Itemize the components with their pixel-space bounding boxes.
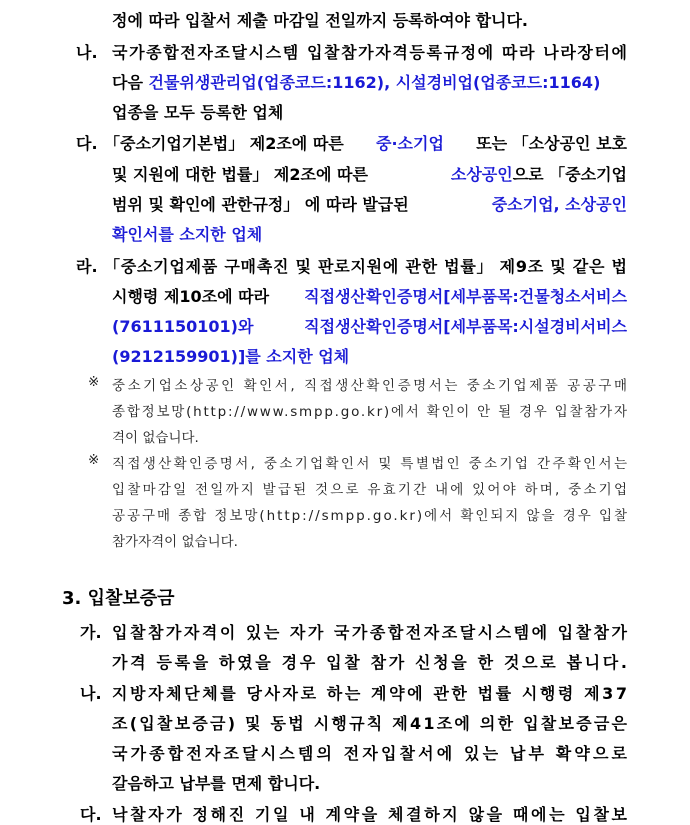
text-line: 조(입찰보증금) 및 동법 시행규칙 제41조에 의한 입찰보증금은 xyxy=(112,714,630,733)
text-span: 으로 「중소기업 xyxy=(512,165,627,184)
text-line xyxy=(112,284,627,307)
text-span: 및 지원에 대한 법률」 제2조에 따른 xyxy=(112,165,368,184)
note-line: 격이 없습니다. xyxy=(112,430,199,446)
text-line: 업종을 모두 등록한 업체 xyxy=(112,103,284,122)
emphasis-span: 소상공인 xyxy=(450,165,513,184)
emphasis-span: 중·소기업 xyxy=(376,134,444,153)
item-marker-ga: 가. xyxy=(80,623,102,642)
item-marker-na: 나. xyxy=(80,684,102,703)
note-line: 참가자격이 없습니다. xyxy=(112,534,238,550)
industry-codes: 건물위생관리업(업종코드:1162), 시설경비업(업종코드:1164) xyxy=(148,73,601,92)
text-line: 국가종합전자조달시스템의 전자입찰서에 있는 납부 확약으로 xyxy=(112,744,631,763)
text-line: 「중소기업제품 구매촉진 및 판로지원에 관한 법률」 제9조 및 같은 법 xyxy=(104,257,628,276)
text-line xyxy=(112,314,627,337)
text-span: 시행령 제10조에 따라 xyxy=(112,287,270,306)
text-line xyxy=(112,70,600,93)
text-line: (9212159901)]를 소지한 업체 xyxy=(112,347,350,366)
item-marker-da: 다. xyxy=(80,805,102,824)
text-line: 입찰참가자격이 있는 자가 국가종합전자조달시스템에 입찰참가 xyxy=(112,623,630,642)
emphasis-span: (7611150101)와 xyxy=(112,317,254,336)
emphasis-span: 직접생산확인증명서[세부품목:건물청소서비스 xyxy=(304,287,627,306)
text-span: 또는 「소상공인 보호 xyxy=(476,134,627,153)
text-line: 정에 따라 입찰서 제출 마감일 전일까지 등록하여야 합니다. xyxy=(112,11,529,30)
section-title: 3. 입찰보증금 xyxy=(62,588,175,609)
item-marker-da: 다. xyxy=(76,134,98,153)
text-line xyxy=(112,192,627,215)
text-line: 지방자체단체를 당사자로 하는 계약에 관한 법률 시행령 제37 xyxy=(112,684,630,703)
note-line: 직접생산확인증명서, 중소기업확인서 및 특별법인 중소기업 간주확인서는 xyxy=(112,456,630,472)
text-line: 국가종합전자조달시스템 입찰참가자격등록규정에 따라 나라장터에 xyxy=(112,43,629,62)
note-marker: ※ xyxy=(88,374,100,390)
text-line: 가격 등록을 하였을 경우 입찰 참가 신청을 한 것으로 봅니다. xyxy=(112,653,630,672)
text-line xyxy=(104,131,627,154)
text-line: 낙찰자가 정해진 기일 내 계약을 체결하지 않을 때에는 입찰보 xyxy=(112,805,630,824)
note-line: 중소기업소상공인 확인서, 직접생산확인증명서는 중소기업제품 공공구매 xyxy=(112,378,630,394)
text-line xyxy=(112,162,627,185)
emphasis-span: 중소기업, 소상공인 xyxy=(491,195,627,214)
note-line: 종합정보망(http://www.smpp.go.kr)에서 확인이 안 될 경우 입찰참가자 xyxy=(112,404,629,420)
note-line: 입찰마감일 전일까지 발급된 것으로 유효기간 내에 있어야 하며, 중소기업 xyxy=(112,482,630,498)
note-line: 공공구매 종합 정보망(http://smpp.go.kr)에서 확인되지 않을 경우 입찰 xyxy=(112,508,629,524)
item-marker-na: 나. xyxy=(76,43,98,62)
text-line: 갈음하고 납부를 면제 합니다. xyxy=(112,774,321,793)
text-span: 범위 및 확인에 관한규정」 에 따라 발급된 xyxy=(112,195,409,214)
text-span: 다음 xyxy=(112,73,143,92)
emphasis-span: 직접생산확인증명서[세부품목:시설경비서비스 xyxy=(304,317,627,336)
text-span: 「중소기업기본법」 제2조에 따른 xyxy=(104,134,344,153)
text-line: 확인서를 소지한 업체 xyxy=(112,225,263,244)
item-marker-ra: 라. xyxy=(76,257,98,276)
note-marker: ※ xyxy=(88,452,100,468)
